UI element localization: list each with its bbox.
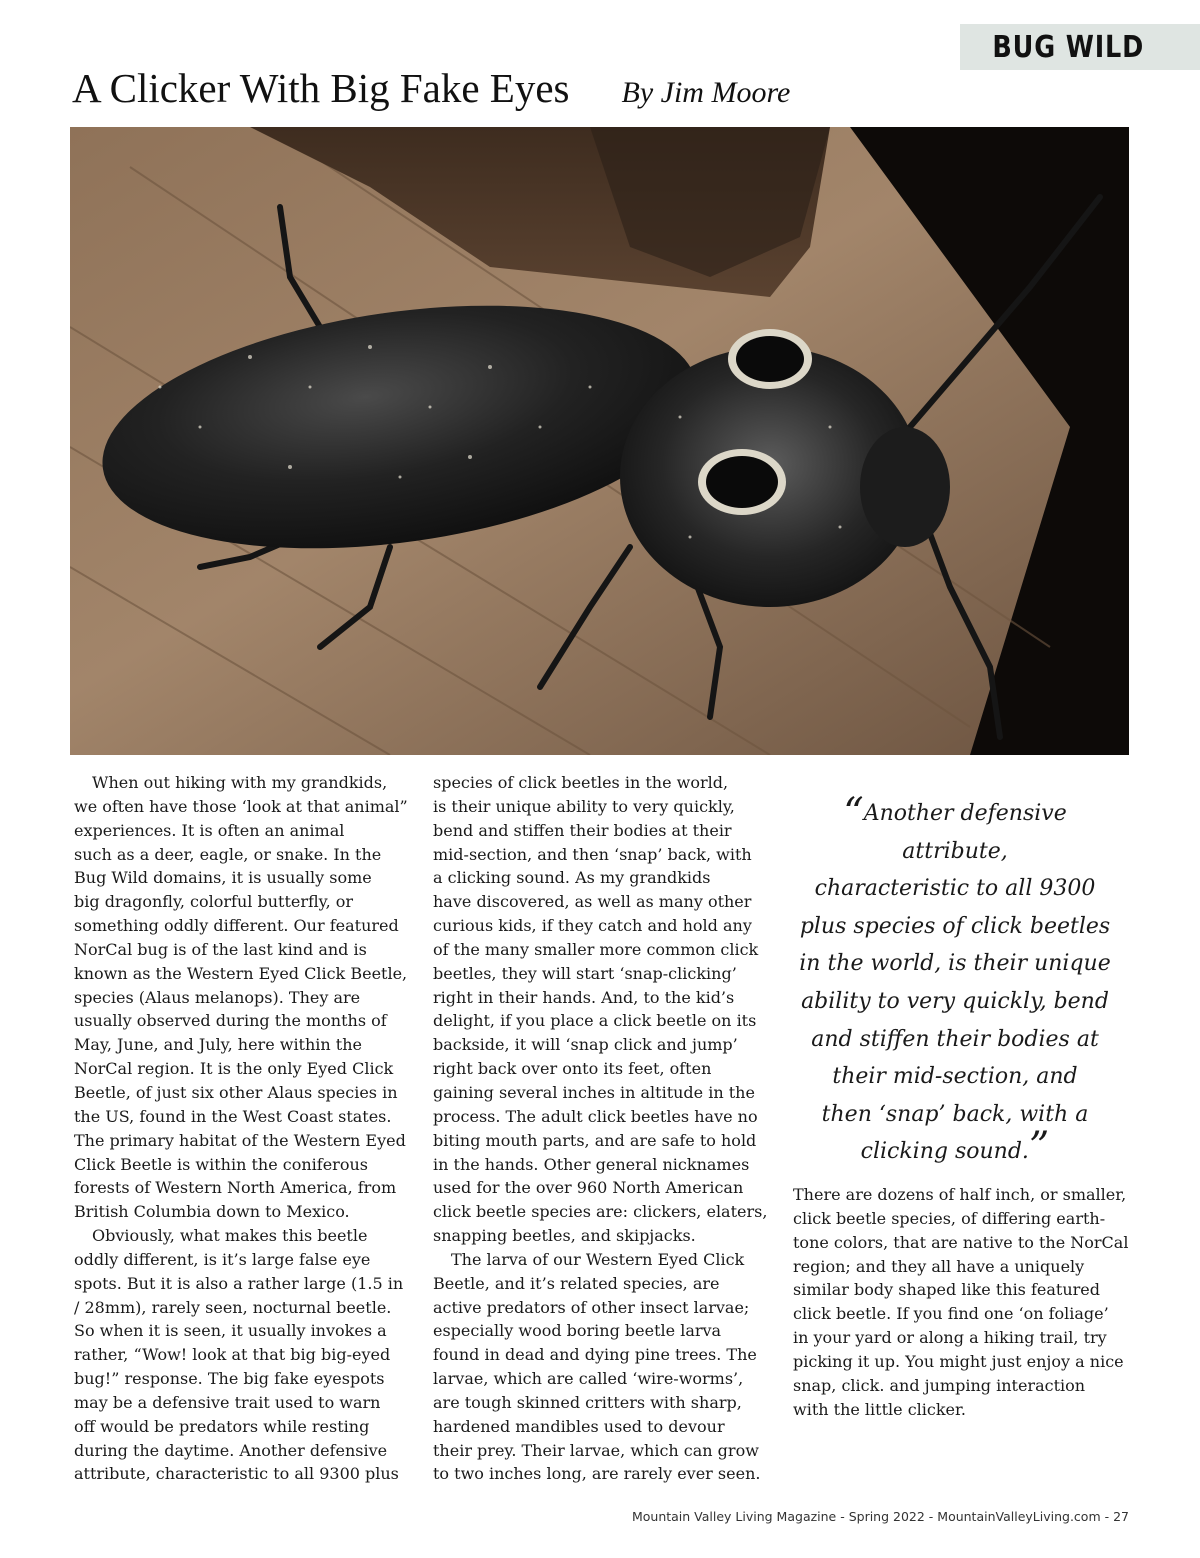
body-paragraph: species of click beetles in the world, is their unique ability to very quickly, bend and stiffen their bodies at their mid-section, and then ‘snap’ back, with a clicking sound. As my grandkids have discovered, as well as many other curious kids, if they catch and hold any of the many smaller more common click beetles, they will start ‘snap-clicking’ right in their hands. And, to the kid’s delight, if you place a click beetle on its backside, it will ‘snap click and jump’ right back over onto its feet, often gaining several inches in altitude in the process. The adult click beetles have no biting mouth parts, and are safe to hold in the hands. Other general nicknames used for the over 960 North American click beetle species are: clickers, elaters, snapping beetles, and skipjacks. (433, 773, 768, 1246)
beetle-photo (70, 127, 1129, 755)
article-byline: By Jim Moore (621, 76, 791, 109)
body-paragraph: There are dozens of half inch, or smaller, click beetle species, of differing earth- tone colors, that are native to the NorCal region; and they all have a uniquely similar body shaped like this featured click beetle. If you find one ‘on foliage’ in your yard or along a hiking trail, try picking it up. You might just enjoy a nice snap, click. and jumping interaction with the little clicker. (793, 1185, 1129, 1419)
body-paragraph: The larva of our Western Eyed Click Beetle, and it’s related species, are active predators of other insect larvae; especially wood boring beetle larva found in dead and dying pine trees. The larvae, which are called ‘wire-worms’, are tough skinned critters with sharp, hardened mandibles used to devour their prey. Their larvae, which can grow to two inches long, are rarely ever seen. (433, 1249, 761, 1484)
article-header (72, 64, 790, 112)
body-column-2 (433, 771, 778, 1486)
section-tag-label: BUG WILD (992, 29, 1144, 65)
close-quote-mark: ” (1028, 1124, 1050, 1171)
body-column-3 (793, 1183, 1138, 1421)
body-paragraph: When out hiking with my grandkids, we often have those ‘look at that animal” experiences. It is often an animal such as a deer, eagle, or snake. In the Bug Wild domains, it is usually some big dragonfly, colorful butterfly, or something oddly different. Our featured NorCal bug is of the last kind and is known as the Western Eyed Click Beetle, species (Alaus melanops). They are usually observed during the months of May, June, and July, here within the NorCal region. It is the only Eyed Click Beetle, of just six other Alaus species in the US, found in the West Coast states. The primary habitat of the Western Eyed Click Beetle is within the coniferous forests of Western North America, from British Columbia down to Mexico. (74, 773, 408, 1222)
open-quote-mark: “ (843, 790, 864, 836)
pull-quote-text (790, 790, 1120, 1171)
section-tag (960, 24, 1200, 70)
body-paragraph: Obviously, what makes this beetle oddly different, is it’s large false eye spots. But it is also a rather large (1.5 in / 28mm), rarely seen, nocturnal beetle. So when it is seen, it usually invokes a rather, “Wow! look at that big big-eyed bug!” response. The big fake eyespots may be a defensive trait used to warn off would be predators while resting during the daytime. Another defensive attribute, characteristic to all 9300 plus (74, 1226, 404, 1484)
pull-quote-body: Another defensive attribute, characteristic to all 9300 plus species of click beetles in the world, is their unique ability to very quickly, bend and stiffen their bodies at their mid-section, and then ‘snap’ back, with a clicking sound. (799, 801, 1111, 1165)
page-footer: Mountain Valley Living Magazine - Spring 2022 - MountainValleyLiving.com - 27 (631, 1509, 1129, 1524)
pull-quote (790, 790, 1120, 1171)
body-column-1 (74, 771, 419, 1486)
article-title: A Clicker With Big Fake Eyes (72, 65, 570, 111)
